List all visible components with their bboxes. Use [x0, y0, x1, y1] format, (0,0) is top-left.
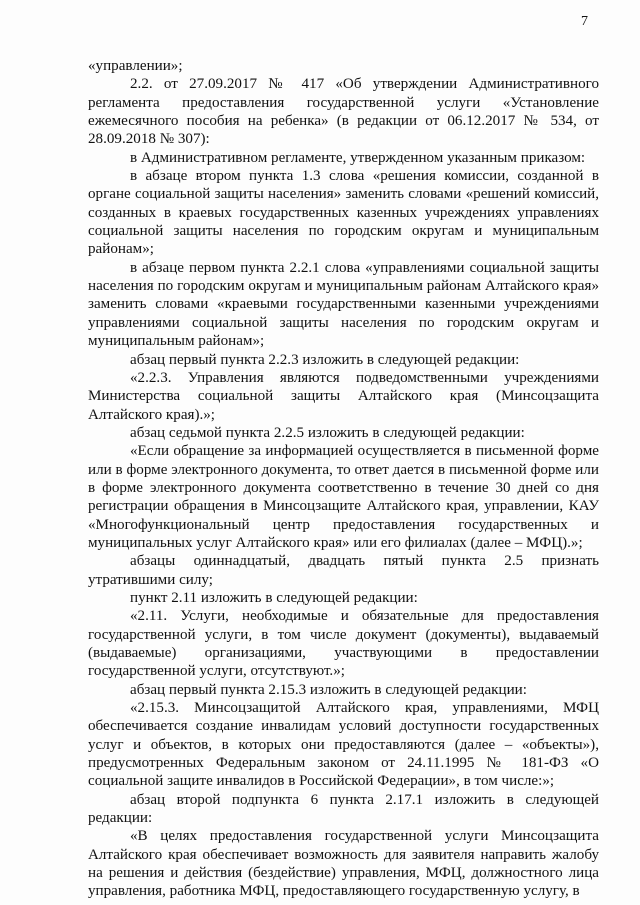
paragraph: «управлении»;: [88, 58, 183, 74]
paragraph: абзац первый пункта 2.15.3 изложить в следующей редакции:: [130, 681, 527, 698]
paragraph: «2.11. Услуги, необходимые и обязательные для предоставления государственной услуги, в том числе документ (документы), выдаваемый (выдаваемые) организациями, участвующими в предоставлении государственной услуги, отсутствуют.»;: [88, 608, 599, 680]
document-body: [88, 57, 599, 901]
paragraph: «В целях предоставления государственной услуги Минсоцзащита Алтайского края обеспечивает возможность для заявителя направить жалобу на решения и действия (бездействие) управления, МФЦ, должностного лица управления, работника МФЦ, предоставляющего государственную услугу, в: [88, 828, 599, 900]
paragraph: абзац второй подпункта 6 пункта 2.17.1 изложить в следующей редакции:: [88, 791, 599, 827]
paragraph: в абзаце втором пункта 1.3 слова «решения комиссии, созданной в органе социальной защиты населения» заменить словами «решений комиссий, созданных в краевых государственных казенных учреждениях управлениях социальной защиты населения по городским округам и муниципальным районам»;: [88, 168, 599, 258]
paragraph: 2.2. от 27.09.2017 № 417 «Об утверждении Административного регламента предоставления государственной услуги «Установление ежемесячного пособия на ребенка» (в редакции от 06.12.2017 № 534, от 28.09.2018 № 307):: [88, 76, 599, 148]
paragraph: «2.15.3. Минсоцзащитой Алтайского края, управлениями, МФЦ обеспечивается создание инвалидам условий доступности государственных услуг и объектов, в которых они предоставляются (далее – «объекты»), предусмотренных Федеральным законом от 24.11.1995 № 181-ФЗ «О социальной защите инвалидов в Российской Федерации», в том числе:»;: [88, 700, 599, 790]
paragraph: абзац седьмой пункта 2.2.5 изложить в следующей редакции:: [130, 424, 525, 441]
paragraph: пункт 2.11 изложить в следующей редакции:: [130, 589, 418, 606]
paragraph: «2.2.3. Управления являются подведомственными учреждениями Министерства социальной защиты Алтайского края (Минсоцзащита Алтайского края).»;: [88, 369, 599, 423]
paragraph: абзацы одиннадцатый, двадцать пятый пункта 2.5 признать утратившими силу;: [88, 553, 599, 588]
paragraph: «Если обращение за информацией осуществляется в письменной форме или в форме электронного документа, то ответ дается в письменной форме или в форме электронного документа соответственно в течение 30 дней со дня регистрации обращения в Минсоцзащите Алтайского края, управлении, КАУ «Многофункциональный центр предоставления государственных и муниципальных услуг Алтайского края» или его филиалах (далее – МФЦ).»;: [88, 443, 599, 551]
paragraph: абзац первый пункта 2.2.3 изложить в следующей редакции:: [130, 351, 520, 368]
page-number: 7: [581, 14, 588, 29]
paragraph: в абзаце первом пункта 2.2.1 слова «управлениями социальной защиты населения по городским округам и муниципальным районам Алтайского края» заменить словами «краевыми государственными казенными учреждениями управлениями социальной защиты населения по городским округам и муниципальным районам»;: [88, 259, 599, 350]
paragraph: в Административном регламенте, утвержденном указанным приказом:: [130, 149, 586, 166]
